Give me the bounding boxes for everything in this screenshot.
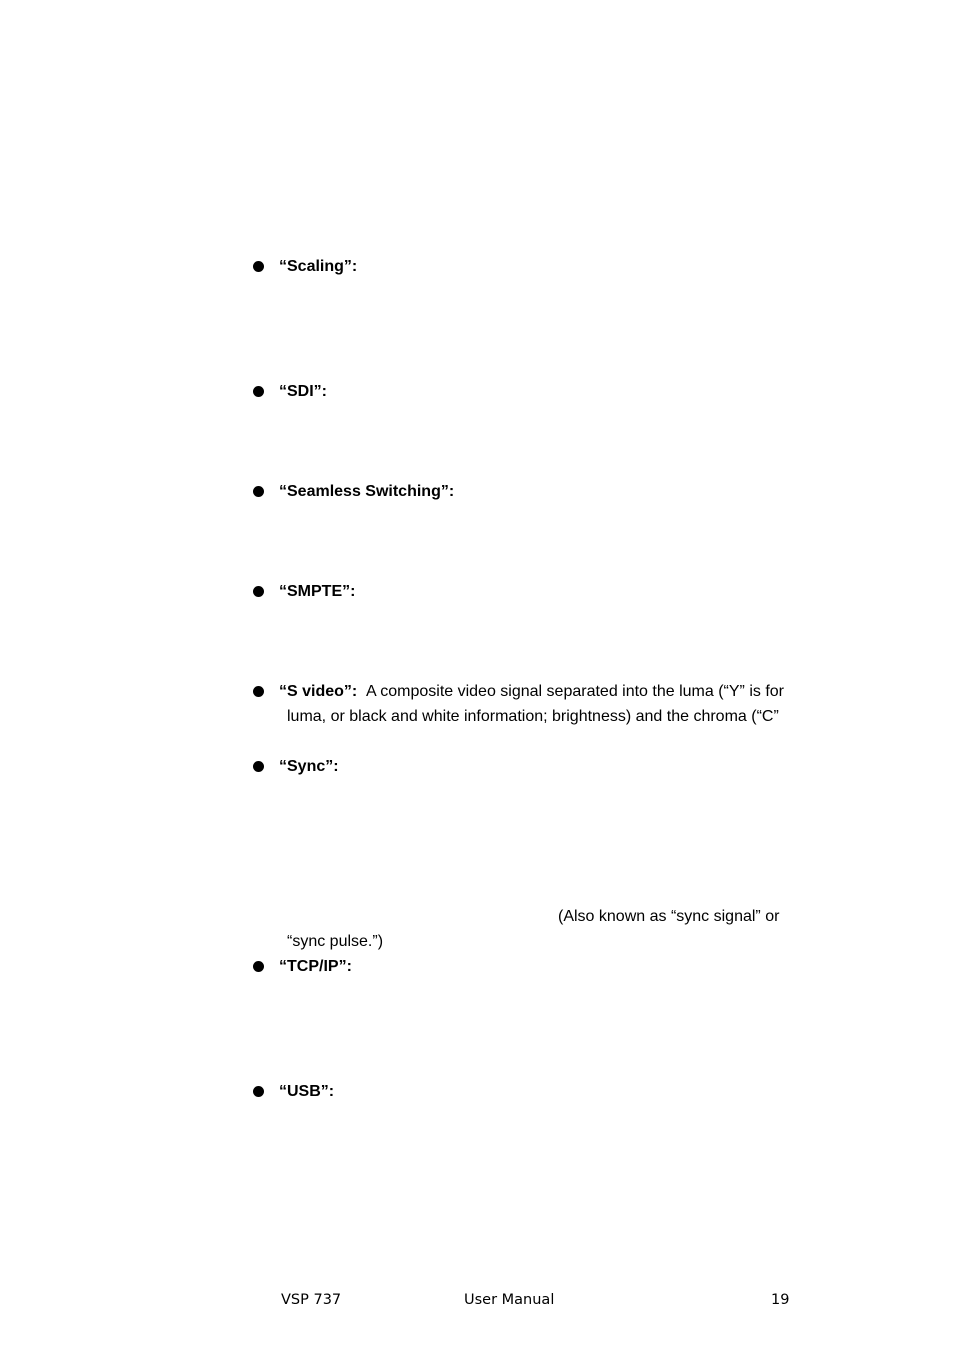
footer-title: User Manual <box>464 1292 555 1308</box>
bullet-icon <box>253 761 264 772</box>
glossary-term: “SMPTE”: <box>279 583 356 600</box>
bullet-icon <box>253 386 264 397</box>
footer-page-number: 19 <box>771 1292 790 1308</box>
definition-line: luma, or black and white information; brightness) and the chroma (“C” <box>287 708 779 725</box>
footer-model: VSP 737 <box>281 1292 342 1308</box>
glossary-term: “SDI”: <box>279 383 327 400</box>
bullet-icon <box>253 586 264 597</box>
glossary-term: “S video”: <box>279 683 358 700</box>
bullet-icon <box>253 961 264 972</box>
glossary-term: “TCP/IP”: <box>279 958 352 975</box>
definition-line: A composite video signal separated into the luma (“Y” is for <box>366 683 784 700</box>
bullet-icon <box>253 261 264 272</box>
definition-line: (Also known as “sync signal” or <box>558 908 780 925</box>
glossary-term: “Scaling”: <box>279 258 358 275</box>
bullet-icon <box>253 1086 264 1097</box>
glossary-term: “USB”: <box>279 1083 335 1100</box>
bullet-icon <box>253 686 264 697</box>
definition-line: “sync pulse.”) <box>287 933 384 950</box>
glossary-term: “Sync”: <box>279 758 339 775</box>
bullet-icon <box>253 486 264 497</box>
glossary-term: “Seamless Switching”: <box>279 483 455 500</box>
